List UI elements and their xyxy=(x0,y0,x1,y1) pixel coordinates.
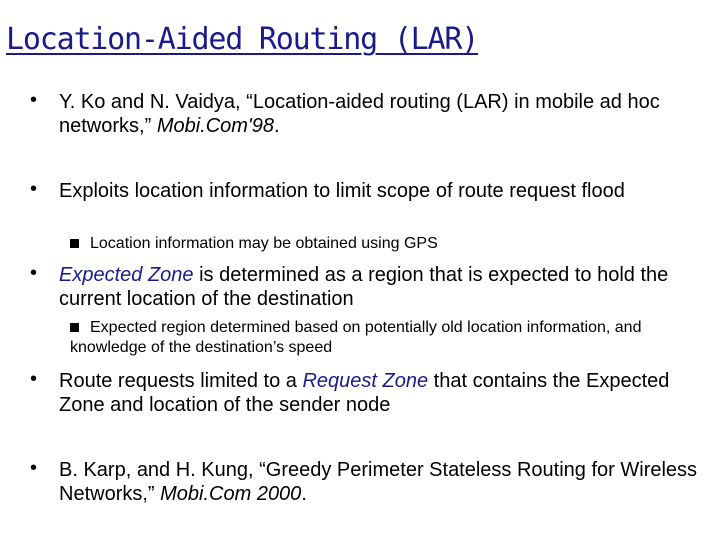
sub-bullet-text: Expected region determined based on potentially old location information, and knowledge of the destination’s speed xyxy=(70,319,642,356)
request-zone-pre: Route requests limited to a xyxy=(59,370,303,392)
reference-text: Y. Ko and N. Vaidya, “Location-aided routing (LAR) in mobile ad hoc networks,” xyxy=(59,91,660,137)
sub-bullet-gps xyxy=(70,234,670,254)
bullet-text xyxy=(59,369,700,417)
bullet-dot-icon: • xyxy=(30,178,38,200)
trailing-punct: . xyxy=(301,483,307,505)
bullet-dot-icon: • xyxy=(30,262,38,284)
sub-bullet-expected-region xyxy=(70,318,650,358)
bullet-request-zone xyxy=(30,369,700,417)
bullet-exploits-location xyxy=(30,179,700,203)
bullet-expected-zone xyxy=(30,263,700,311)
expected-zone-definition: is determined as a region that is expected to hold the current location of the destination xyxy=(59,264,669,310)
request-zone-post: that contains the Expected Zone and location of the sender node xyxy=(59,370,670,416)
bullet-text xyxy=(59,263,700,311)
bullet-ko-vaidya-reference xyxy=(30,90,700,138)
bullet-dot-icon: • xyxy=(30,457,38,479)
bullet-text xyxy=(59,90,700,138)
trailing-punct: . xyxy=(274,115,280,137)
conference-name: Mobi.Com'98 xyxy=(156,115,275,137)
bullet-dot-icon: • xyxy=(30,89,38,111)
expected-zone-term: Expected Zone xyxy=(59,264,194,286)
reference-text: B. Karp, and H. Kung, “Greedy Perimeter Stateless Routing for Wireless Networks,” xyxy=(59,459,698,505)
request-zone-term: Request Zone xyxy=(302,370,429,392)
bullet-text xyxy=(59,458,700,506)
slide-title: Location-Aided Routing (LAR) xyxy=(6,22,479,57)
square-bullet-icon xyxy=(70,323,79,332)
conference-name: Mobi.Com 2000 xyxy=(160,483,302,505)
bullet-dot-icon: • xyxy=(30,368,38,390)
square-bullet-icon xyxy=(70,239,79,248)
bullet-karp-kung-reference xyxy=(30,458,700,506)
bullet-text: Exploits location information to limit scope of route request flood xyxy=(59,180,625,202)
sub-bullet-text: Location information may be obtained using GPS xyxy=(90,235,438,252)
